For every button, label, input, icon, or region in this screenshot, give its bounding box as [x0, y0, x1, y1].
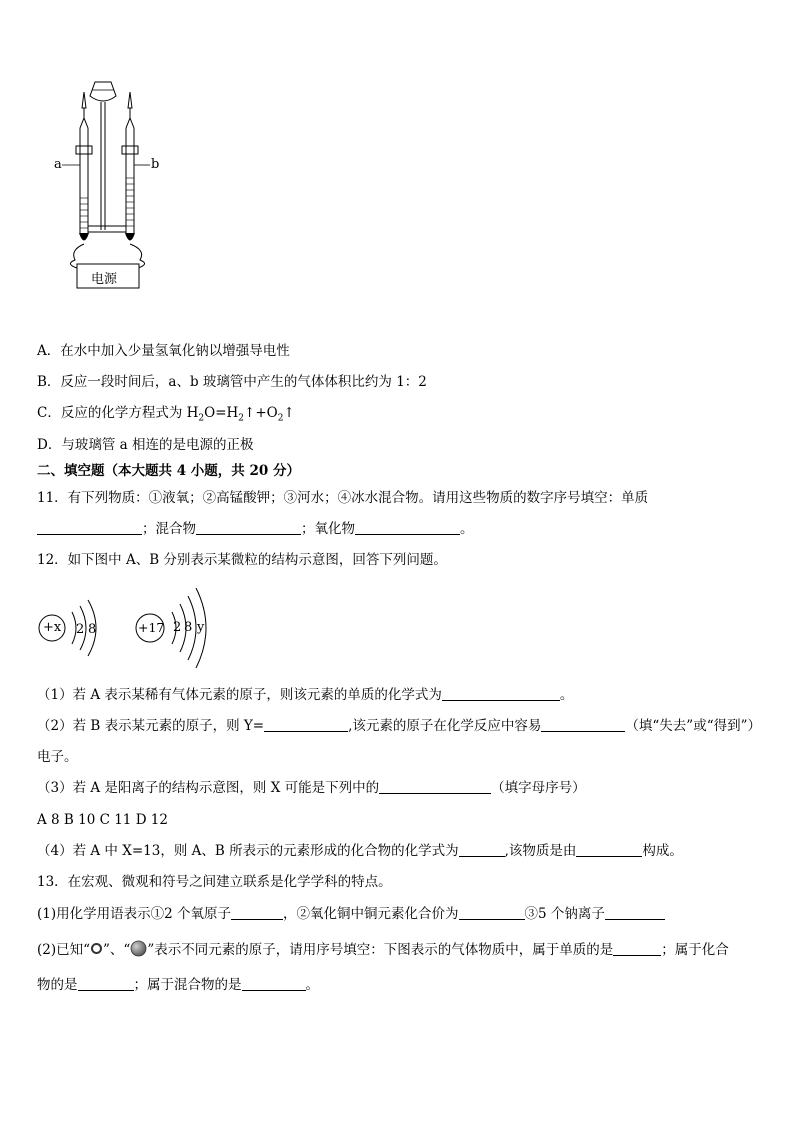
q12-p2-hint: （填“失去”或“得到”） — [625, 718, 762, 734]
q13-p1-blank-valence[interactable] — [459, 905, 525, 920]
q11-blank-mixture[interactable] — [196, 520, 301, 535]
atom-b-shell1: 2 — [173, 620, 182, 635]
q11-end: 。 — [460, 521, 474, 537]
option-c-sub1: 2 — [198, 413, 205, 424]
q12-p3-blank[interactable] — [379, 779, 491, 794]
q13-stem: 13．在宏观、微观和符号之间建立联系是化学学科的特点。 — [37, 874, 392, 890]
option-a: A．在水中加入少量氢氧化钠以增强导电性 — [37, 343, 290, 359]
q12-part2 — [37, 717, 761, 735]
q13-p2-mid: ”、“ — [103, 942, 131, 958]
q12-p4-end: 构成。 — [642, 843, 683, 859]
q12-p2-text: （2）若 B 表示某元素的原子，则 Y= — [37, 718, 265, 734]
q12-p1-text: （1）若 A 表示某稀有气体元素的原子，则该元素的单质的化学式为 — [37, 687, 442, 703]
q13-p1-mid: ，②氧化铜中铜元素化合价为 — [283, 906, 459, 922]
tube-label-b: b — [151, 157, 160, 172]
q13-p2-blank-compound[interactable] — [78, 976, 134, 991]
q13-part2 — [37, 940, 729, 959]
q12-p1-blank[interactable] — [442, 686, 560, 701]
q13-p2-blank-element[interactable] — [613, 941, 661, 956]
q12-stem: 12．如下图中 A、B 分别表示某微粒的结构示意图，回答下列问题。 — [37, 552, 447, 568]
q13-p1-text: (1)用化学用语表示①2 个氧原子 — [37, 906, 232, 922]
q13-p1-blank-sodium-ions[interactable] — [605, 905, 665, 920]
q12-p3-text: （3）若 A 是阳离子的结构示意图，则 X 可能是下列中的 — [37, 780, 380, 796]
tube-label-a: a — [54, 157, 62, 172]
q12-part1 — [37, 686, 573, 704]
q12-p4-text: （4）若 A 中 X=13，则 A、B 所表示的元素形成的化合物的化学式为 — [37, 843, 459, 859]
q11-stem: 11．有下列物质：①液氧；②高锰酸钾；③河水；④冰水混合物。请用这些物质的数字序号填空：单质 — [37, 490, 649, 506]
q12-p4-blank-formula[interactable] — [459, 842, 505, 857]
q11-sep2: ；氧化物 — [301, 521, 355, 537]
q11-blank-elemental[interactable] — [37, 520, 142, 535]
q12-p3-hint: （填字母序号） — [491, 780, 586, 796]
q13-part1 — [37, 905, 665, 923]
q12-p2-blank-y[interactable] — [264, 717, 348, 732]
section-2-title: 二、填空题（本大题共 4 小题，共 20 分） — [37, 463, 300, 479]
q13-p2-mixture: ；属于混合物的是 — [133, 977, 242, 993]
q12-p2-mid: ,该元素的原子在化学反应中容易 — [348, 718, 542, 734]
small-atom-icon — [90, 942, 103, 955]
option-c-end: ↑ — [283, 405, 295, 421]
atom-b-nucleus: +17 — [138, 620, 165, 635]
atom-b-shell2: 8 — [184, 620, 193, 635]
atom-a-shell2: 8 — [88, 622, 97, 637]
q13-p1-blank-oxygen-atoms[interactable] — [231, 905, 283, 920]
q12-part3-options: A 8 B 10 C 11 D 12 — [37, 812, 168, 828]
q13-p1-third: ③5 个钠离子 — [524, 906, 605, 922]
large-atom-icon — [130, 940, 147, 957]
q12-p2-blank-tendency[interactable] — [541, 717, 625, 732]
q13-p2-end: 。 — [305, 977, 319, 993]
q13-p2-open: (2)已知“ — [37, 942, 91, 958]
q13-p2-text: ”表示不同元素的原子，请用序号填空：下图表示的气体物质中，属于单质的是 — [147, 942, 614, 958]
option-b: B．反应一段时间后，a、b 玻璃管中产生的气体体积比约为 1：2 — [37, 374, 427, 390]
q11-blanks-line — [37, 520, 474, 538]
option-c-sub2: 2 — [238, 413, 245, 424]
q12-part3 — [37, 779, 586, 797]
q11-blank-oxide[interactable] — [355, 520, 460, 535]
electrolysis-apparatus-figure — [50, 78, 160, 293]
atom-a-nucleus: +x — [43, 620, 62, 635]
q12-p4-blank-particle[interactable] — [576, 842, 642, 857]
q12-p1-end: 。 — [559, 687, 574, 703]
q12-p4-mid: ,该物质是由 — [504, 843, 577, 859]
q12-part4 — [37, 842, 683, 860]
power-source-label: 电源 — [91, 272, 118, 287]
option-c-sub3: 2 — [277, 413, 284, 424]
q12-part2-cont: 电子。 — [37, 749, 78, 765]
q13-p2-blank-mixture[interactable] — [242, 976, 306, 991]
option-c-prefix: C．反应的化学方程式为 H — [37, 405, 199, 421]
q13-part2-cont — [37, 976, 319, 994]
option-d: D．与玻璃管 a 相连的是电源的正极 — [37, 437, 254, 453]
atom-a-shell1: 2 — [76, 622, 85, 637]
q13-p2-compound: ；属于化合 — [661, 942, 729, 958]
option-c-mid1: O=H — [204, 405, 239, 421]
atom-b-shell3: y — [197, 620, 205, 635]
option-c-mid2: ↑+O — [244, 405, 278, 421]
q13-p2-compound-cont: 物的是 — [37, 977, 78, 993]
q11-sep1: ；混合物 — [142, 521, 196, 537]
option-c — [37, 404, 295, 428]
